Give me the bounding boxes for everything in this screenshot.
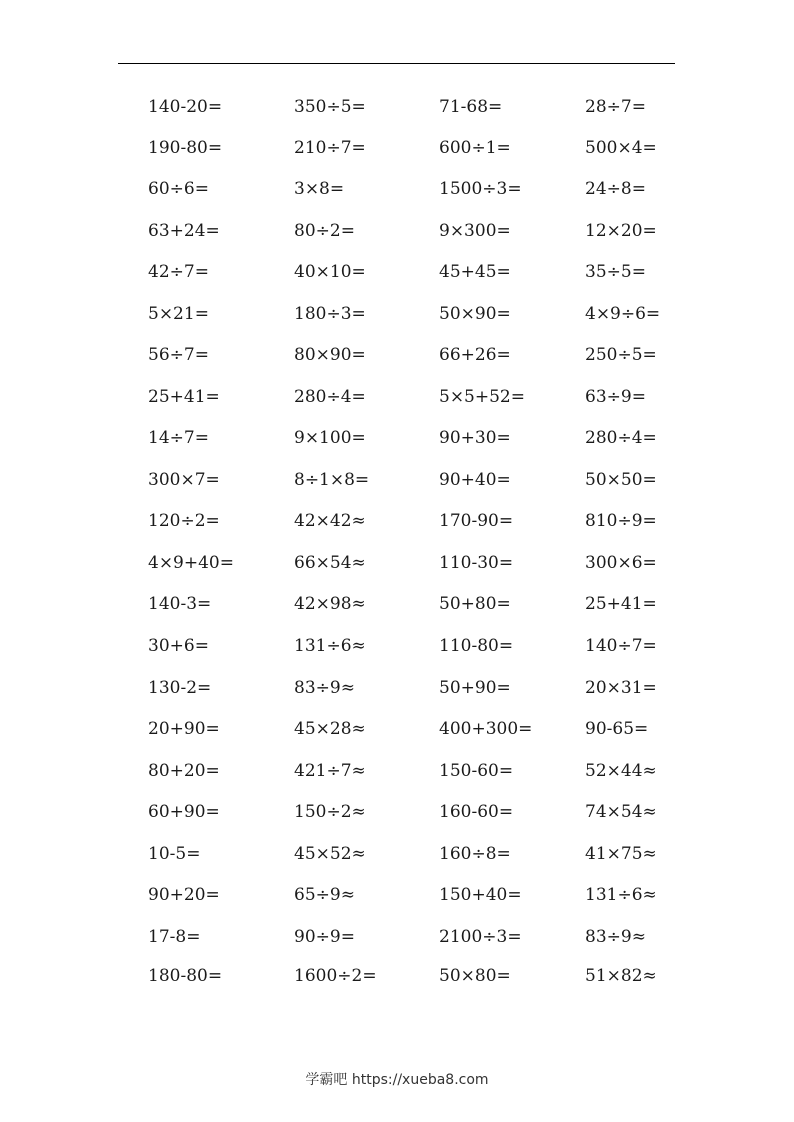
problem-item: 3×8= — [294, 179, 345, 199]
problem-item: 170-90= — [439, 511, 514, 531]
problem-row — [0, 465, 794, 495]
problem-item: 9×300= — [439, 221, 511, 241]
problem-item: 63+24= — [148, 221, 220, 241]
problem-row — [0, 797, 794, 827]
problem-item: 74×54≈ — [585, 802, 657, 822]
problem-item: 52×44≈ — [585, 761, 657, 781]
problem-item: 1600÷2= — [294, 966, 377, 986]
problem-item: 180-80= — [148, 966, 223, 986]
problem-item: 14÷7= — [148, 428, 209, 448]
footer-watermark: 学霸吧 https://xueba8.com — [305, 1072, 489, 1088]
problem-item: 190-80= — [148, 138, 223, 158]
problem-item: 160-60= — [439, 802, 514, 822]
problem-item: 210÷7= — [294, 138, 366, 158]
problem-item: 400+300= — [439, 719, 533, 739]
problem-item: 500×4= — [585, 138, 657, 158]
problem-row — [0, 922, 794, 952]
problem-item: 300×7= — [148, 470, 220, 490]
problem-row — [0, 340, 794, 370]
problem-item: 66×54≈ — [294, 553, 366, 573]
problem-item: 150-60= — [439, 761, 514, 781]
problem-item: 90+20= — [148, 885, 220, 905]
problem-row — [0, 92, 794, 122]
problem-item: 42×98≈ — [294, 594, 366, 614]
problem-item: 9×100= — [294, 428, 366, 448]
problem-item: 421÷7≈ — [294, 761, 366, 781]
problem-item: 280÷4= — [585, 428, 657, 448]
problem-item: 45×28≈ — [294, 719, 366, 739]
problem-item: 50+90= — [439, 678, 511, 698]
problem-item: 10-5= — [148, 844, 201, 864]
problem-row — [0, 714, 794, 744]
problem-item: 45+45= — [439, 262, 511, 282]
problem-item: 140-3= — [148, 594, 212, 614]
problem-item: 280÷4= — [294, 387, 366, 407]
problem-item: 28÷7= — [585, 97, 646, 117]
problem-row — [0, 506, 794, 536]
problem-item: 250÷5= — [585, 345, 657, 365]
problem-item: 140÷7= — [585, 636, 657, 656]
problem-item: 350÷5= — [294, 97, 366, 117]
problem-item: 131÷6≈ — [294, 636, 366, 656]
problem-row — [0, 257, 794, 287]
problem-item: 120÷2= — [148, 511, 220, 531]
problem-item: 810÷9= — [585, 511, 657, 531]
problem-item: 24÷8= — [585, 179, 646, 199]
problem-item: 131÷6≈ — [585, 885, 657, 905]
problem-item: 25+41= — [585, 594, 657, 614]
problem-item: 90+40= — [439, 470, 511, 490]
problem-item: 40×10= — [294, 262, 366, 282]
problem-item: 600÷1= — [439, 138, 511, 158]
problem-item: 35÷5= — [585, 262, 646, 282]
problem-item: 160÷8= — [439, 844, 511, 864]
problem-row — [0, 382, 794, 412]
problem-item: 150+40= — [439, 885, 522, 905]
problem-item: 1500÷3= — [439, 179, 522, 199]
problem-item: 4×9+40= — [148, 553, 234, 573]
problem-item: 90-65= — [585, 719, 649, 739]
problem-item: 17-8= — [148, 927, 201, 947]
problem-row — [0, 673, 794, 703]
problem-item: 12×20= — [585, 221, 657, 241]
problem-row — [0, 589, 794, 619]
problem-item: 56÷7= — [148, 345, 209, 365]
problem-item: 63÷9= — [585, 387, 646, 407]
problem-row — [0, 839, 794, 869]
problem-item: 80÷2= — [294, 221, 355, 241]
problem-item: 42÷7= — [148, 262, 209, 282]
problem-row — [0, 133, 794, 163]
problem-item: 41×75≈ — [585, 844, 657, 864]
problem-item: 150÷2≈ — [294, 802, 366, 822]
problem-row — [0, 548, 794, 578]
problem-item: 4×9÷6= — [585, 304, 661, 324]
problem-item: 90÷9= — [294, 927, 355, 947]
problem-row — [0, 299, 794, 329]
problem-row — [0, 174, 794, 204]
problem-row — [0, 756, 794, 786]
problem-item: 66+26= — [439, 345, 511, 365]
problem-item: 80+20= — [148, 761, 220, 781]
problem-item: 5×5+52= — [439, 387, 525, 407]
problem-item: 50×80= — [439, 966, 511, 986]
problem-item: 30+6= — [148, 636, 209, 656]
problem-row — [0, 423, 794, 453]
problem-item: 65÷9≈ — [294, 885, 355, 905]
problem-item: 90+30= — [439, 428, 511, 448]
problem-item: 180÷3= — [294, 304, 366, 324]
problem-item: 60+90= — [148, 802, 220, 822]
problem-item: 20+90= — [148, 719, 220, 739]
problem-item: 20×31= — [585, 678, 657, 698]
problem-item: 71-68= — [439, 97, 503, 117]
problem-row — [0, 880, 794, 910]
problem-item: 51×82≈ — [585, 966, 657, 986]
problem-item: 2100÷3= — [439, 927, 522, 947]
problem-item: 25+41= — [148, 387, 220, 407]
problem-item: 110-30= — [439, 553, 514, 573]
problem-item: 83÷9≈ — [585, 927, 646, 947]
problem-item: 300×6= — [585, 553, 657, 573]
problem-row — [0, 631, 794, 661]
problem-item: 45×52≈ — [294, 844, 366, 864]
problem-item: 130-2= — [148, 678, 212, 698]
problem-item: 42×42≈ — [294, 511, 366, 531]
problem-row — [0, 216, 794, 246]
problem-row — [0, 961, 794, 991]
problem-item: 110-80= — [439, 636, 514, 656]
problem-item: 80×90= — [294, 345, 366, 365]
problem-item: 50×90= — [439, 304, 511, 324]
problem-item: 140-20= — [148, 97, 223, 117]
problem-item: 50×50= — [585, 470, 657, 490]
problem-item: 8÷1×8= — [294, 470, 370, 490]
problem-item: 60÷6= — [148, 179, 209, 199]
problem-item: 50+80= — [439, 594, 511, 614]
problem-item: 5×21= — [148, 304, 209, 324]
problem-item: 83÷9≈ — [294, 678, 355, 698]
